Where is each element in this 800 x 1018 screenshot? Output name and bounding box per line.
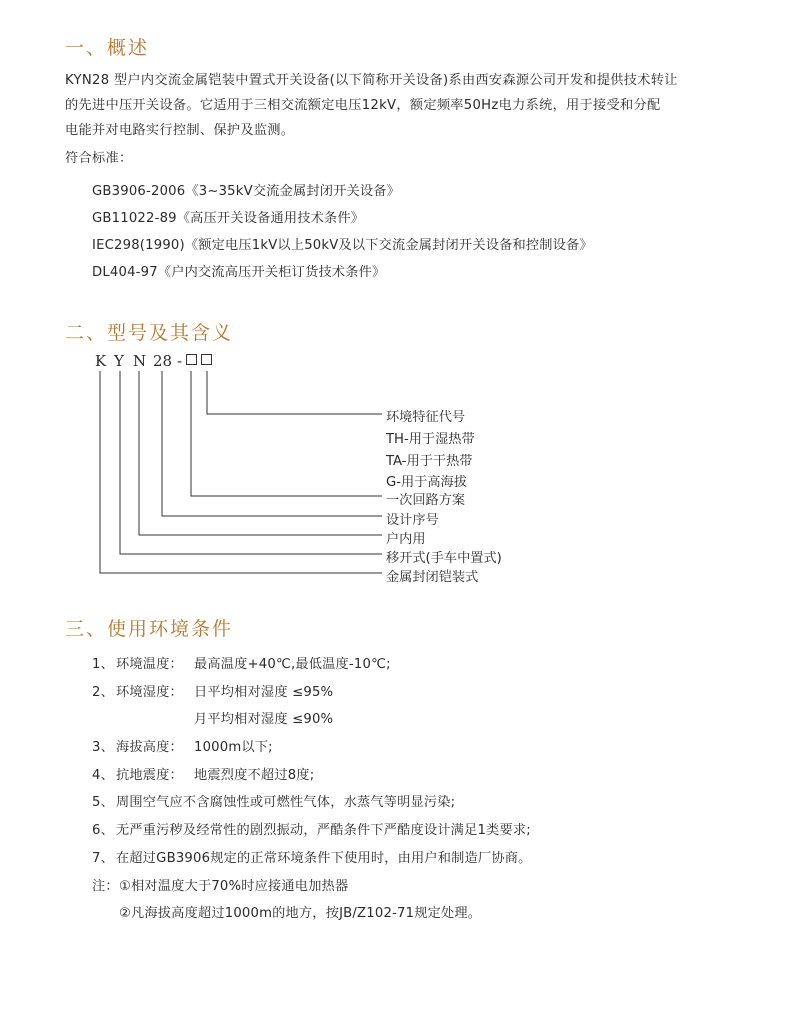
- standard-item: IEC298(1990)《额定电压1kV以上50kV及以下交流金属封闭开关设备和控制设备》: [92, 238, 593, 253]
- overview-line-1: KYN28 型户内交流金属铠装中置式开关设备(以下简称开关设备)系由西安森源公司开发和提供技术转让: [65, 73, 678, 88]
- overview-line-3: 电能并对电路实行控制、保护及监测。: [65, 123, 295, 138]
- env-item-label: 抗地震度：: [116, 768, 183, 783]
- model-label-armored: 金属封闭铠装式: [386, 570, 479, 585]
- overview-line-2: 的先进中压开关设备。它适用于三相交流额定电压12kV，额定频率50Hz电力系统，用于接受和分配: [65, 98, 661, 113]
- section-title-overview: 一、概述: [65, 37, 150, 59]
- env-item-number: 5、: [92, 795, 114, 810]
- env-item-value: 地震烈度不超过8度;: [194, 768, 315, 783]
- env-item-label: 环境温度：: [116, 657, 183, 672]
- standards-label: 符合标准：: [65, 151, 133, 166]
- model-label-withdrawable: 移开式(手车中置式): [386, 551, 502, 566]
- model-label-env-code: 环境特征代号: [386, 410, 466, 425]
- model-number: 28: [153, 352, 173, 370]
- env-item-value: 日平均相对湿度 ≤95%: [194, 685, 334, 700]
- section-title-environment: 三、使用环境条件: [65, 618, 234, 640]
- model-label-g: G-用于高海拔: [386, 475, 467, 490]
- env-item-number: 2、: [92, 685, 114, 700]
- standard-item: DL404-97《户内交流高压开关柜订货技术条件》: [92, 265, 386, 280]
- model-letter-y: Y: [114, 352, 124, 370]
- section-title-model: 二、型号及其含义: [65, 322, 234, 344]
- standard-item: GB3906-2006《3~35kV交流金属封闭开关设备》: [92, 184, 401, 199]
- env-item-number: 7、: [92, 851, 114, 866]
- env-item-value: 最高温度+40℃,最低温度-10℃;: [194, 657, 391, 672]
- note-label: 注：: [92, 879, 119, 894]
- model-letter-k: K: [95, 352, 107, 370]
- env-item-number: 4、: [92, 768, 114, 783]
- model-label-ta: TA-用于干热带: [386, 454, 473, 469]
- model-label-indoor: 户内用: [386, 532, 426, 547]
- env-item-number: 3、: [92, 740, 114, 755]
- standard-item: GB11022-89《高压开关设备通用技术条件》: [92, 211, 365, 226]
- env-item-value: 1000m以下;: [194, 740, 273, 755]
- model-label-th: TH-用于湿热带: [386, 432, 475, 447]
- model-dash: -: [177, 352, 183, 370]
- env-item-number: 1、: [92, 657, 114, 672]
- env-item-value: 在超过GB3906规定的正常环境条件下使用时，由用户和制造厂协商。: [116, 851, 532, 866]
- note-item: ②凡海拔高度超过1000m的地方，按JB/Z102-71规定处理。: [119, 906, 482, 921]
- env-item-label: 环境湿度：: [116, 685, 183, 700]
- env-item-value: 周围空气应不含腐蚀性或可燃性气体，水蒸气等明显污染;: [116, 795, 456, 810]
- env-item-number: 6、: [92, 823, 114, 838]
- model-label-design-no: 设计序号: [386, 513, 439, 528]
- model-letter-n: N: [133, 352, 147, 370]
- note-item: ①相对温度大于70%时应接通电加热器: [119, 879, 349, 894]
- env-item-value: 无严重污秽及经常性的剧烈振动，严酷条件下严酷度设计满足1类要求;: [116, 823, 531, 838]
- env-item-label: 海拔高度：: [116, 740, 183, 755]
- model-label-circuit: 一次回路方案: [386, 493, 466, 508]
- env-item-value: 月平均相对湿度 ≤90%: [194, 712, 334, 727]
